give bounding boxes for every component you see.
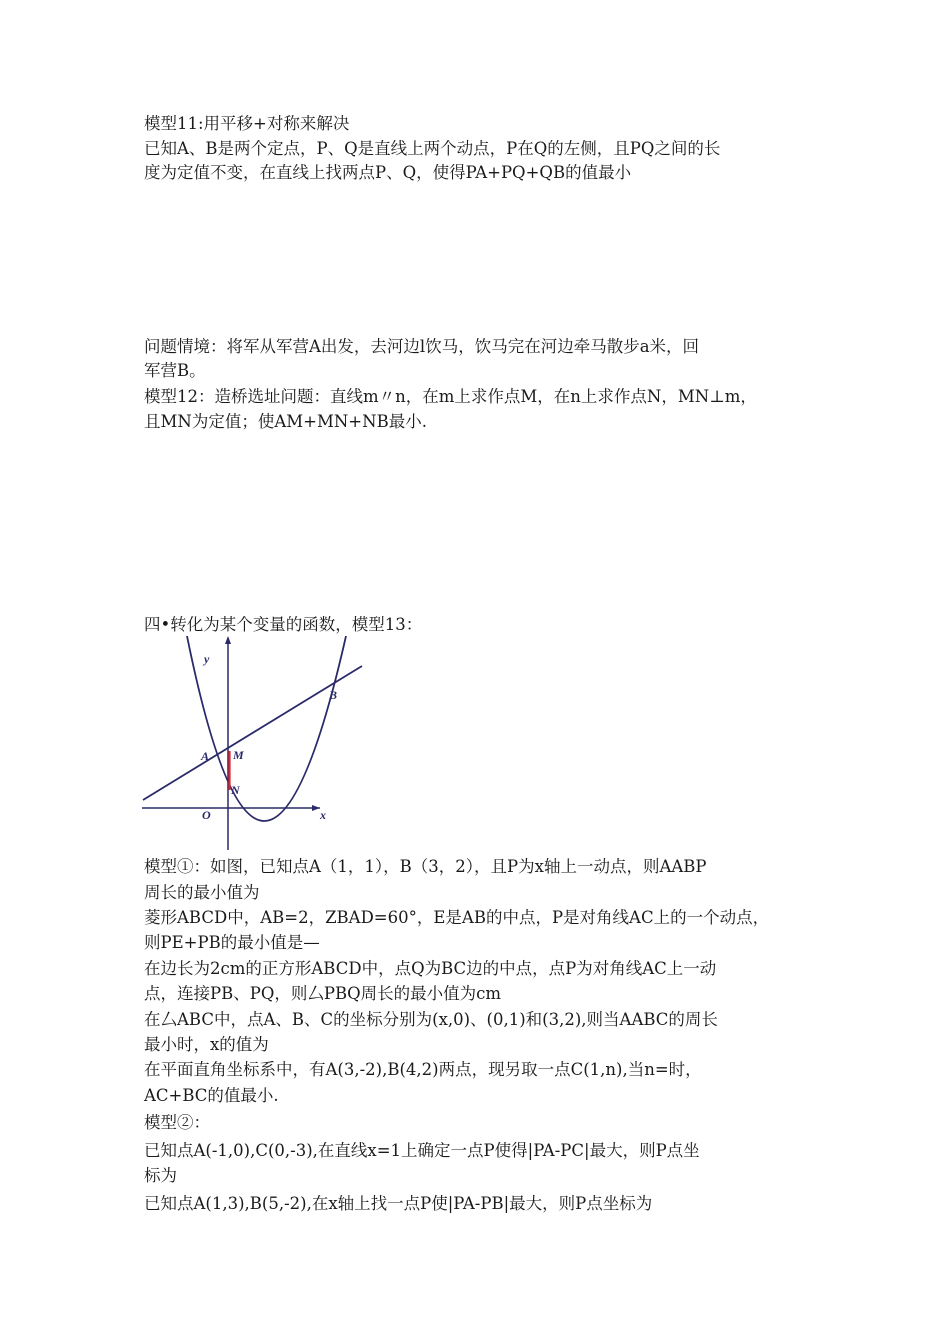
- label-m: M: [233, 748, 244, 762]
- paragraph-line: 标为: [144, 1166, 177, 1185]
- paragraph-line: 已知A、B是两个定点，P、Q是直线上两个动点，P在Q的左侧，且PQ之间的长: [144, 139, 721, 158]
- label-a: A: [201, 749, 210, 763]
- paragraph-line: 则PE+PB的最小值是—: [144, 933, 320, 952]
- paragraph-line: 问题情境：将军从军营A出发，去河边l饮马，饮马完在河边牵马散步a米，回: [144, 337, 700, 356]
- label-b: B: [329, 688, 338, 702]
- paragraph-line: 军营B。: [144, 361, 206, 380]
- label-y: y: [204, 652, 210, 666]
- paragraph-line: 菱形ABCD中，AB=2，ZBAD=60°，E是AB的中点，P是对角线AC上的一个动点，: [144, 908, 770, 927]
- paragraph-line: 点，连接PB、PQ，则厶PBQ周长的最小值为cm: [144, 984, 501, 1003]
- label-n: N: [231, 783, 240, 797]
- label-origin: O: [202, 808, 211, 822]
- y-axis-arrow-icon: [225, 636, 231, 644]
- parabola-curve: [187, 636, 346, 821]
- x-axis-arrow-icon: [312, 805, 320, 811]
- heading-model-12: 模型12：造桥选址问题：直线m〃n，在m上求作点M，在n上求作点N，MN⊥m，: [144, 387, 757, 406]
- paragraph-line: 且MN为定值；使AM+MN+NB最小.: [144, 412, 427, 431]
- paragraph-line: AC+BC的值最小.: [144, 1086, 279, 1105]
- paragraph-line: 度为定值不变，在直线上找两点P、Q，使得PA+PQ+QB的值最小: [144, 163, 632, 182]
- section-heading: 四•转化为某个变量的函数，模型13：: [144, 615, 423, 634]
- straight-line: [143, 666, 362, 800]
- paragraph-line: 在平面直角坐标系中，有A(3,-2),B(4,2)两点，现另取一点C(1,n),当n=时，: [144, 1060, 702, 1079]
- heading-model-11: 模型11:用平移+对称来解决: [144, 114, 350, 133]
- parabola-line-figure: [140, 636, 364, 852]
- heading-model-2: 模型②：: [144, 1113, 210, 1132]
- label-x: x: [320, 808, 326, 822]
- heading-model-1: 模型①：如图，已知点A（1，1），B（3，2），且P为x轴上一动点，则AABP: [144, 857, 707, 876]
- paragraph-line: 周长的最小值为: [144, 883, 260, 902]
- paragraph-line: 已知点A(-1,0),C(0,-3),在直线x=1上确定一点P使得|PA-PC|最大，则P点坐: [144, 1141, 700, 1160]
- paragraph-line: 最小时，x的值为: [144, 1035, 269, 1054]
- paragraph-line: 在厶ABC中，点A、B、C的坐标分别为(x,0)、(0,1)和(3,2),则当AABC的周长: [144, 1010, 718, 1029]
- paragraph-line: 已知点A(1,3),B(5,-2),在x轴上找一点P使|PA-PB|最大，则P点坐标为: [144, 1194, 653, 1213]
- paragraph-line: 在边长为2cm的正方形ABCD中，点Q为BC边的中点，点P为对角线AC上一动: [144, 959, 717, 978]
